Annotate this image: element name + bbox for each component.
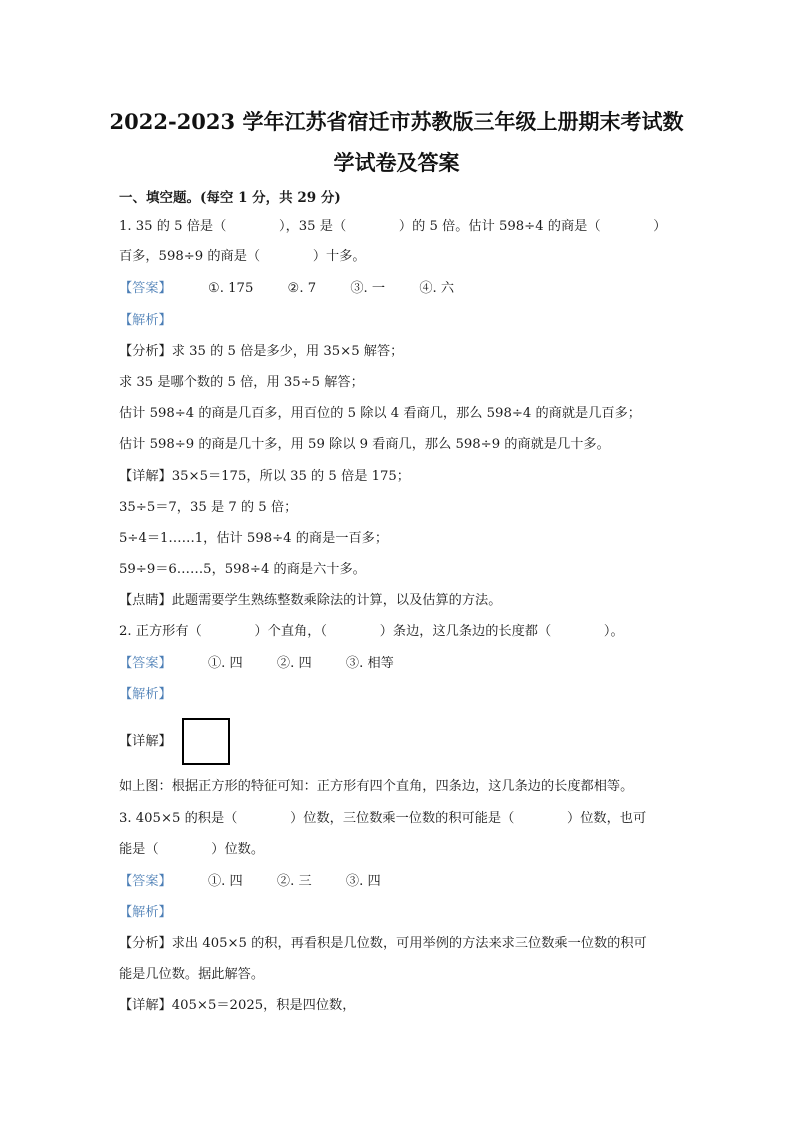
fenxi-label: 【分析】 xyxy=(119,936,172,951)
q2-analysis-label: 【解析】 xyxy=(119,687,172,702)
q2-text-line-1: 2. 正方形有（ ）个直角，（ ）条边，这几条边的长度都（ ）。 xyxy=(119,624,624,639)
section-heading: 一、填空题。(每空 1 分，共 29 分) xyxy=(119,190,341,206)
q2-answer-2: ②. 四 xyxy=(276,656,312,671)
dianjing-label: 【点睛】 xyxy=(119,593,172,608)
q1-analysis-label: 【解析】 xyxy=(119,313,172,328)
q1-detail-line-4: 59÷9＝6……5，598÷4 的商是六十多。 xyxy=(119,562,366,577)
q3-answer-2: ②. 三 xyxy=(276,874,312,889)
q1-detail-line-2: 35÷5＝7，35 是 7 的 5 倍； xyxy=(119,500,298,515)
fenxi-label: 【分析】 xyxy=(119,344,172,359)
q1-text-line-1: 1. 35 的 5 倍是（ ），35 是（ ）的 5 倍。估计 598÷4 的商是（ ） xyxy=(119,219,667,234)
q3-answer-row xyxy=(119,873,411,891)
document-title-line-2: 学试卷及答案 xyxy=(333,150,460,175)
q1-fenxi-line-2: 求 35 是哪个数的 5 倍，用 35÷5 解答； xyxy=(119,375,364,390)
answer-label: 【答案】 xyxy=(119,656,172,671)
q1-detail-line-3: 5÷4＝1……1，估计 598÷4 的商是一百多； xyxy=(119,531,389,546)
q1-fenxi-text-1: 求 35 的 5 倍是多少，用 35×5 解答； xyxy=(171,344,404,359)
detail-label: 【详解】 xyxy=(119,469,172,484)
q1-dianjing-text: 此题需要学生熟练整数乘除法的计算，以及估算的方法。 xyxy=(171,593,502,608)
q3-fenxi-text-1: 求出 405×5 的积，再看积是几位数，可用举例的方法来求三位数乘一位数的积可 xyxy=(171,936,647,951)
square-figure xyxy=(182,718,230,765)
q1-dianjing-line xyxy=(119,592,501,610)
q2-detail-label: 【详解】 xyxy=(119,734,172,749)
q3-fenxi-line-2: 能是几位数。据此解答。 xyxy=(119,967,265,982)
q1-answer-2: ②. 7 xyxy=(287,281,317,296)
q2-answer-3: ③. 相等 xyxy=(345,656,394,671)
q3-detail-line-1 xyxy=(119,997,355,1015)
q3-text-line-1: 3. 405×5 的积是（ ）位数，三位数乘一位数的积可能是（ ）位数，也可 xyxy=(119,811,647,826)
q3-fenxi-line-1 xyxy=(119,935,647,953)
q1-answer-1: ①. 175 xyxy=(207,281,254,296)
q3-detail-text-1: 405×5＝2025，积是四位数， xyxy=(171,998,356,1013)
q1-text-line-2: 百多，598÷9 的商是（ ）十多。 xyxy=(119,249,366,264)
q1-fenxi-line-4: 估计 598÷9 的商是几十多，用 59 除以 9 看商几，那么 598÷9 的商就是几十多。 xyxy=(119,437,610,452)
q1-fenxi-line-3: 估计 598÷4 的商是几百多，用百位的 5 除以 4 看商几，那么 598÷4 的商就是几百多； xyxy=(119,406,641,421)
q1-answer-row xyxy=(119,280,484,298)
document-title-line-1: 2022-2023 学年江苏省宿迁市苏教版三年级上册期末考试数 xyxy=(109,109,684,134)
q1-answer-4: ④. 六 xyxy=(419,281,455,296)
q3-analysis-label: 【解析】 xyxy=(119,905,172,920)
q1-detail-line-1 xyxy=(119,468,410,486)
q3-answer-3: ③. 四 xyxy=(345,874,381,889)
q1-fenxi-line-1 xyxy=(119,343,403,361)
answer-label: 【答案】 xyxy=(119,874,172,889)
q3-answer-1: ①. 四 xyxy=(207,874,243,889)
answer-label: 【答案】 xyxy=(119,281,172,296)
q1-answer-3: ③. 一 xyxy=(350,281,386,296)
q2-answer-1: ①. 四 xyxy=(207,656,243,671)
q2-answer-row xyxy=(119,655,424,673)
detail-label: 【详解】 xyxy=(119,998,172,1013)
q1-detail-text-1: 35×5＝175，所以 35 的 5 倍是 175； xyxy=(171,469,410,484)
q2-explain-line: 如上图：根据正方形的特征可知：正方形有四个直角，四条边，这几条边的长度都相等。 xyxy=(119,779,634,794)
q3-text-line-2: 能是（ ）位数。 xyxy=(119,842,265,857)
